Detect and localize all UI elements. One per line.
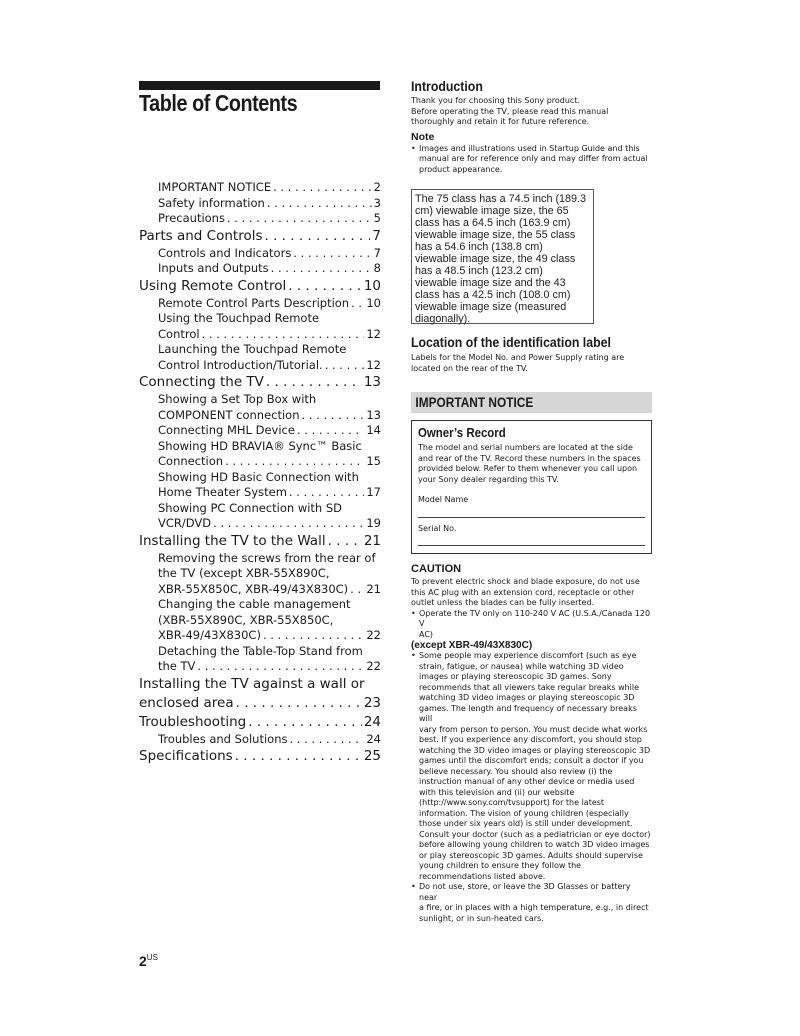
toc-section[interactable]: Using Remote Control . . . 10 — [139, 277, 381, 296]
toc-entry[interactable]: XBR-49/43X830C) . . . 22 — [139, 628, 381, 644]
screen-size-box: The 75 class has a 74.5 inch (189.3 cm) viewable image size, the 65 class has a 64.5 inch (163.9 cm) viewable image size, the 55 class has a 54.6 inch (138.8 cm) viewable image size, the 49 class has a 48.5 inch (123.2 cm) viewable image size and the 43 class has a 42.5 inch (108.0 cm) viewable image size (measured diagonally). — [411, 189, 594, 324]
toc-section[interactable]: Troubleshooting . . . 24 — [139, 713, 381, 732]
title-rule — [139, 81, 380, 90]
caution-heading: CAUTION — [411, 563, 462, 575]
page-number: $2^{US}$ — [139, 953, 158, 969]
model-name-field[interactable] — [418, 517, 645, 518]
toc-section[interactable]: Specifications . . . 25 — [139, 747, 381, 766]
table-of-contents — [139, 180, 381, 766]
toc-entry[interactable]: Safety information . . . 3 — [139, 196, 381, 212]
note-bullet: • Images and illustrations used in Startup Guide and this manual are for reference only and may differ from actual product appearance. — [411, 144, 651, 176]
toc-entry[interactable]: Inputs and Outputs . . . 8 — [139, 261, 381, 277]
identification-label-heading: Location of the identification label — [411, 334, 611, 350]
identification-label-text: Labels for the Model No. and Power Supply rating are located on the rear of the TV. — [411, 353, 625, 373]
toc-entry[interactable]: Control Introduction/Tutorial. . . . 12 — [139, 358, 381, 374]
toc-section-line[interactable]: Installing the TV against a wall or — [139, 675, 365, 692]
toc-section[interactable]: Connecting the TV . . . 13 — [139, 373, 381, 392]
toc-entry-line[interactable]: Using the Touchpad Remote — [158, 311, 320, 325]
caution-text: To prevent electric shock and blade exposure, do not use this AC plug with an extension cord, receptacle or other outlet unless the blades can be fully inserted. — [411, 577, 640, 607]
owners-record-box — [411, 420, 652, 554]
toc-entry[interactable]: Home Theater System . . . 17 — [139, 485, 381, 501]
toc-entry[interactable]: VCR/DVD . . . 19 — [139, 516, 381, 532]
toc-entry[interactable]: the TV . . . 22 — [139, 659, 381, 675]
toc-entry-line[interactable]: Detaching the Table-Top Stand from — [158, 643, 363, 658]
identification-label-section — [411, 334, 651, 374]
toc-entry[interactable]: Connecting MHL Device . . . 14 — [139, 423, 381, 439]
toc-section[interactable]: Parts and Controls . . . 7 — [139, 227, 381, 246]
introduction-text: Thank you for choosing this Sony product. Before operating the TV, please read this manual thoroughly and retain it for future reference. — [411, 96, 609, 126]
serial-number-label: Serial No. — [418, 524, 457, 533]
model-name-label: Model Name — [418, 495, 469, 504]
owners-record-heading: Owner’s Record — [418, 425, 506, 440]
toc-entry[interactable]: Remote Control Parts Description . . . 10 — [139, 296, 381, 312]
toc-entry-line[interactable]: Removing the screws from the rear of — [158, 550, 376, 565]
note-heading: Note — [411, 130, 435, 143]
toc-entry-line[interactable]: Launching the Touchpad Remote — [158, 342, 347, 356]
serial-number-field[interactable] — [418, 545, 645, 546]
toc-entry[interactable]: Controls and Indicators . . . 7 — [139, 246, 381, 262]
caution-section — [411, 563, 651, 924]
toc-title: Table of Contents — [139, 90, 298, 116]
caution-bullet-voltage: • Operate the TV only on 110-240 V AC (U.S.A./Canada 120 V AC) — [411, 609, 651, 641]
caution-bullet-glasses: • Do not use, store, or leave the 3D Glasses or battery near a fire, or in places with a high temperature, e.g., in direct sunlight, or in sun-heated cars. — [411, 882, 651, 924]
toc-entry-line[interactable]: Showing HD BRAVIA® Sync™ Basic — [158, 438, 362, 453]
toc-entry-line[interactable]: Showing HD Basic Connection with — [158, 469, 359, 484]
toc-entry-line[interactable]: the TV (except XBR-55X890C, — [158, 566, 330, 580]
toc-entry[interactable]: Connection . . . 15 — [139, 454, 381, 470]
toc-section[interactable]: Installing the TV to the Wall . . . 21 — [139, 532, 381, 551]
toc-entry-line[interactable]: Changing the cable management — [158, 597, 351, 611]
toc-entry[interactable]: Precautions . . . 5 — [139, 211, 381, 227]
caution-subheading: (except XBR-49/43X830C) — [411, 640, 533, 651]
toc-entry[interactable]: IMPORTANT NOTICE . . . 2 — [139, 180, 381, 196]
important-notice-banner: IMPORTANT NOTICE — [411, 392, 652, 413]
toc-entry-line[interactable]: (XBR-55X890C, XBR-55X850C, — [158, 612, 334, 627]
toc-entry[interactable]: Troubles and Solutions . . . 24 — [139, 732, 381, 748]
toc-entry-line[interactable]: Showing a Set Top Box with — [158, 392, 317, 406]
caution-bullet-3d: • Some people may experience discomfort (such as eye strain, fatigue, or nausea) while watching 3D video images or playing stereoscopic 3D games. Sony recommends that all viewers take regular breaks while watching 3D video images or playing stereoscopic 3D games. The length and frequency of necessary breaks will vary from person to person. You must decide what works best. If you experience any discomfort, you should stop watching the 3D video images or playing stereoscopic 3D games until the discomfort ends; consult a doctor if you believe necessary. You should also review (i) the instruction manual of any other device or media used with this television and (ii) our website (http://www.sony.com/tvsupport) for the latest information. The vision of young children (especially those under six years old) is still under development. Consult your doctor (such as a pediatrician or eye doctor) before allowing young children to watch 3D video images or play stereoscopic 3D games. Adults should supervise young children to ensure they follow the recommendations listed above. — [411, 651, 651, 882]
introduction-section — [411, 78, 651, 175]
introduction-heading: Introduction — [411, 78, 483, 94]
toc-section[interactable]: enclosed area . . . 23 — [139, 694, 381, 713]
toc-entry[interactable]: XBR-55X850C, XBR-49/43X830C) . . . 21 — [139, 582, 381, 598]
toc-entry[interactable]: COMPONENT connection . . . 13 — [139, 408, 381, 424]
owners-record-text: The model and serial numbers are located at the side and rear of the TV. Record these numbers in the spaces provided below. Refer to them whenever you call upon your Sony dealer regarding this TV. — [418, 443, 641, 484]
toc-entry-line[interactable]: Showing PC Connection with SD — [158, 500, 343, 515]
toc-entry[interactable]: Control . . . 12 — [139, 327, 381, 343]
